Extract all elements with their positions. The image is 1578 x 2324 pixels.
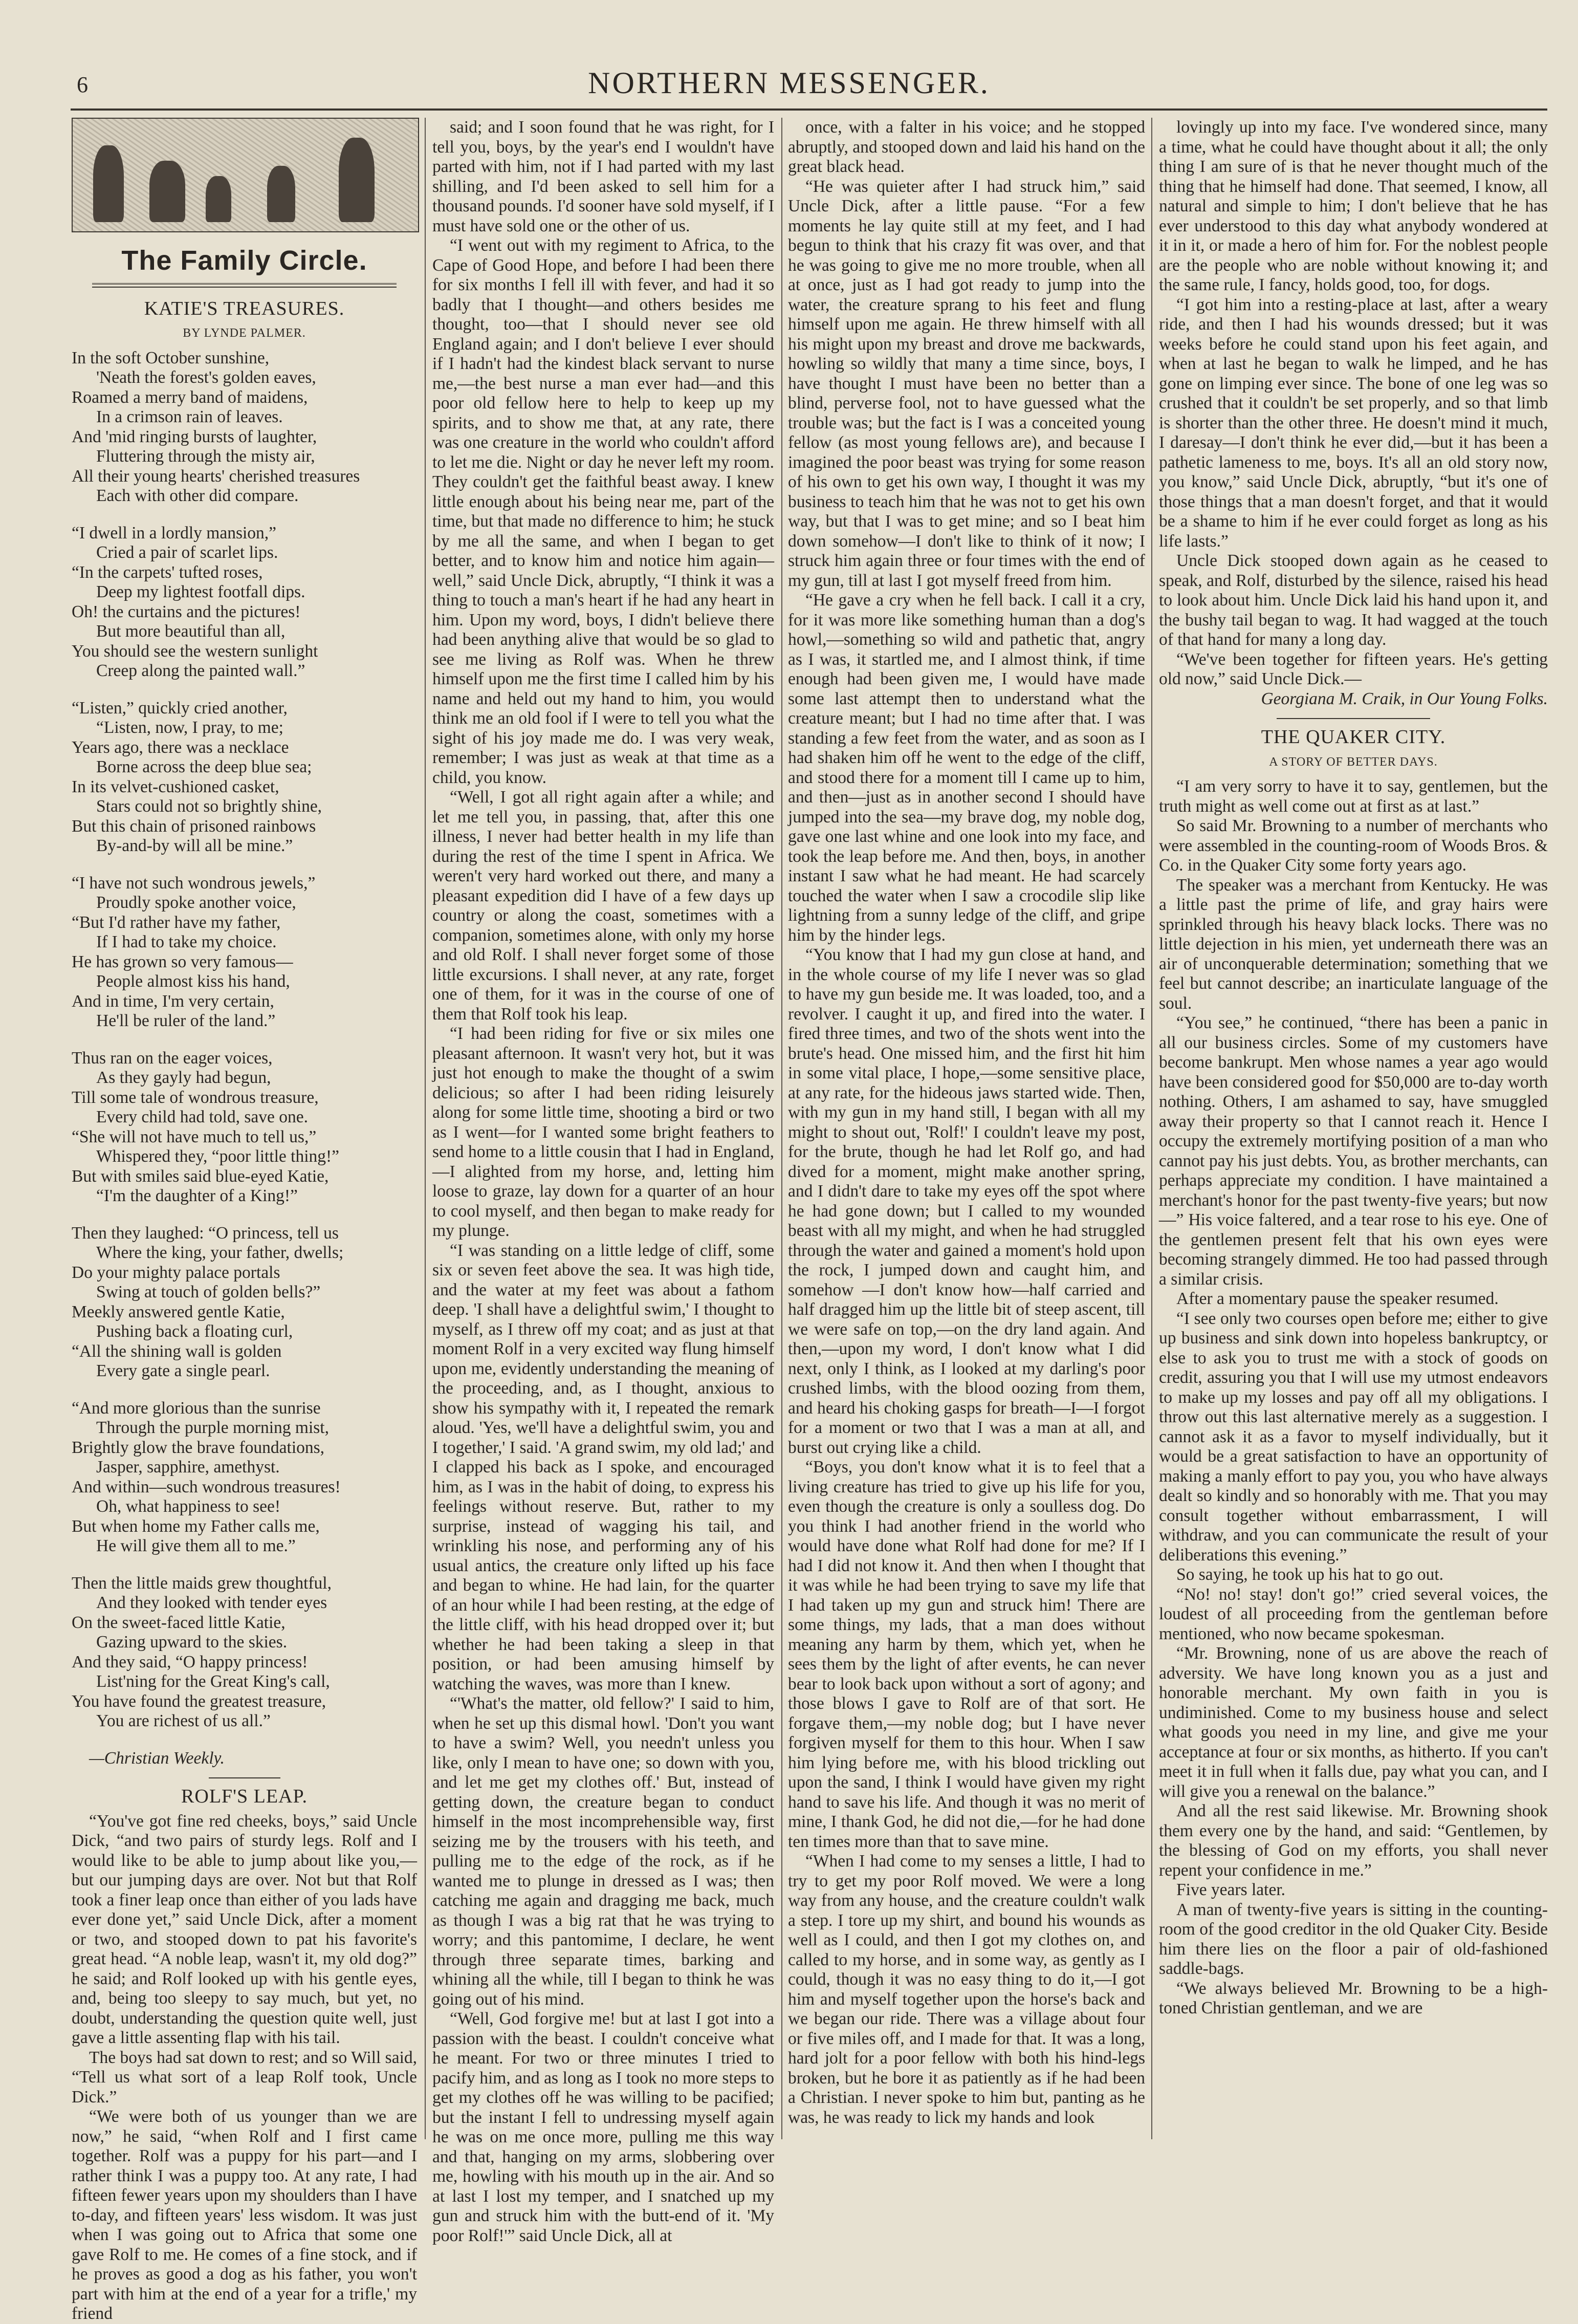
poem-stanza xyxy=(72,1399,417,1556)
paragraph: “We've been together for fifteen years. He's getting old now,” said Uncle Dick.— xyxy=(1159,649,1548,688)
poem-line: You are richest of us all.” xyxy=(96,1711,271,1730)
poem-byline: BY LYNDE PALMER. xyxy=(183,327,306,340)
paragraph: The speaker was a merchant from Kentucky. He was a little past the prime of life, and gray hairs were sprinkled through his heavy black locks. There was no little dejection in his mien, yet underneath there was an air of unconquerable determination; something that we feel but cannot describe; an inarticulate language of the soul. xyxy=(1159,875,1548,1013)
poem-stanza xyxy=(72,1224,417,1381)
poem-line: List'ning for the Great King's call, xyxy=(96,1672,330,1691)
poem-line: “But I'd rather have my father, xyxy=(72,913,281,932)
poem-line: In the soft October sunshine, xyxy=(72,348,270,367)
poem-line: And 'mid ringing bursts of laughter, xyxy=(72,427,317,446)
poem-line: Jasper, sapphire, amethyst. xyxy=(96,1458,280,1476)
paragraph: “No! no! stay! don't go!” cried several voices, the loudest of all proceeding from the gentleman before mentioned, who now became spokesman. xyxy=(1159,1584,1548,1643)
paragraph: So saying, he took up his hat to go out. xyxy=(1176,1565,1444,1584)
poem-line: “Listen, now, I pray, to me; xyxy=(96,718,283,737)
poem-line: He will give them all to me.” xyxy=(96,1536,296,1555)
column-4 xyxy=(1159,118,1548,2134)
poem-line: “She will not have much to tell us,” xyxy=(72,1127,317,1146)
column-divider xyxy=(781,118,782,2139)
poem-line: 'Neath the forest's golden eaves, xyxy=(96,368,316,387)
poem-line: Till some tale of wondrous treasure, xyxy=(72,1088,319,1107)
poem-line: “Listen,” quickly cried another, xyxy=(72,698,288,718)
poem-line: You should see the western sunlight xyxy=(72,641,318,661)
paragraph: “I went out with my regiment to Africa, to the Cape of Good Hope, and before I had been there for six months I fell ill with fever, and had it so badly that I thought—and others besides me thought, too—that I should never see old England again; and I don't believe I ever should if I hadn't had the kindest black servant to nurse me,—the best nurse a man ever had—and this poor old fellow here to help to keep up my spirits, and to show me that, at any rate, there was one creature in the world who couldn't afford to let me die. Night or day he never left my room. They couldn't get the faithful beast away. I knew little enough about his being near me, part of the time, but that made no difference to him; he stuck by me all the same, and when I began to get better, and to know him and notice him again—well,” said Uncle Dick, abruptly, “I think it was a thing to touch a man's heart if he had any heart in him. Upon my word, boys, I didn't believe there had been anything alive that would be so glad to see me living as Rolf was. When he threw himself upon me the first time I called him by his name and held out my hand to him, you would think me an old fool if I were to tell you what the sight of his joy made me do. I was very weak, remember; I was just as weak at that time as a child, you know. xyxy=(432,236,774,787)
paragraph: “You've got fine red cheeks, boys,” said Uncle Dick, “and two pairs of sturdy legs. Rolf and I would like to be able to jump about like you,—but our jumping days are over. Not but that Rolf took a finer leap once than either of you lads have ever done yet,” said Uncle Dick, after a moment or two, and stooped down to pat his favorite's great head. “A noble leap, wasn't it, my old dog?” he said; and Rolf looked up with his gentle eyes, and, being too sleepy to say much, but yet, no doubt, understanding the question quite well, just gave a little assenting flap with his tail. xyxy=(72,1811,417,2047)
poem-line: Swing at touch of golden bells?” xyxy=(96,1283,321,1301)
paragraph: “Boys, you don't know what it is to feel that a living creature has tried to give up his life for you, even though the creature is only a soulless dog. Do you think I had another friend in the world who would have done what Rolf had done for me? If I had I did not know it. And then when I thought that it was while he had been trying to save my life that I had taken up my gun and struck him! There are some things, my lads, that a man does without meaning any harm by them, which yet, when he sees them by the light of after events, he can never bear to look back upon without a sort of agony; and those blows I gave to Rolf are of that sort. He forgave them,—my noble dog; but I have never forgiven myself for them to this hour. When I saw him lying before me, with his blood trickling out upon the sand, I think I would have given my right hand to save his life. And though it was no merit of mine, I thank God, he did not die,—for he had done ten times more than that to save mine. xyxy=(788,1458,1145,1851)
poem-line: Then they laughed: “O princess, tell us xyxy=(72,1223,339,1243)
story-body xyxy=(72,1812,417,2324)
paragraph: “Well, God forgive me! but at last I got into a passion with the beast. I couldn't conceive what he meant. For two or three minutes I tried to pacify him, and as long as I took no more steps to get my clothes off he was willing to be pacified; but the instant I fell to undressing myself again he was on me once more, pulling me this way and that, hanging on my arms, slobbering over me, howling with his mouth up in the air. And so at last I lost my temper, and I snatched up my gun and struck him with the butt-end of it. 'My poor Rolf!'” said Uncle Dick, all at xyxy=(432,2009,774,2245)
poem-line: By-and-by will all be mine.” xyxy=(96,836,293,855)
poem-line: Pushing back a floating curl, xyxy=(96,1322,293,1341)
paragraph: “He was quieter after I had struck him,” said Uncle Dick, after a little pause. “For a few moments he lay quite still at my feet, and I had begun to think that his crazy fit was over, and that he was going to give me no more trouble, when all at once, just as I had got ready to jump into the water, the creature sprang to his feet and flung himself upon me again. He threw himself with all his might upon my breast and drove me backwards, howling so wildly that many a time since, boys, I have thought I must have been no better than a blind, perverse fool, not to have guessed what the trouble was; but the fact is I was a conceited young fellow (as most young fellows are), and because I imagined the poor beast was trying for some reason of his own to get his own way, I thought it was my business to teach him that he was not to get his own way, but that I was to get mine; and so I beat him down somehow—I don't like to think of it now; I struck him again three or four times with the end of my gun, till at last I got myself freed from him. xyxy=(788,177,1145,590)
story-attribution: Georgiana M. Craik, in Our Young Folks. xyxy=(1261,689,1548,708)
paragraph: once, with a falter in his voice; and he stopped abruptly, and stooped down and laid his hand on the great black head. xyxy=(788,118,1145,176)
paragraph: Five years later. xyxy=(1176,1880,1286,1899)
poem-line: Meekly answered gentle Katie, xyxy=(72,1302,285,1321)
story-title-rolfs-leap: ROLF'S LEAP. xyxy=(181,1786,308,1807)
poem-line: People almost kiss his hand, xyxy=(96,972,290,991)
paragraph: “I was standing on a little ledge of cliff, some six or seven feet above the sea. It was high tide, and the water at my feet was about a fathom deep. 'I shall have a delightful swim,' I thought to myself, as I threw off my coat; and as just at that moment Rolf in a very excited way flung himself upon me, evidently understanding the meaning of the proceeding, and, as I thought, anxious to show his sympathy with it, I repeated the remark aloud. 'Yes, we'll have a delightful swim, you and I together,' I said. 'A grand swim, my old lad;' and I clapped his back as I spoke, and encouraged him, as I was in the habit of doing, to express his feelings without reserve. But, rather to my surprise, instead of wagging his tail, and wrinkling his nose, and performing any of his usual antics, the creature only lifted up his face and began to whine. He had lain, for the quarter of an hour while I had been resting, at the edge of the little cliff, with his head dropped over it; but whether he had been taking a sleep in that position, or had been amusing himself by watching the waves, was more than I knew. xyxy=(432,1241,774,1693)
poem-line: Oh, what happiness to see! xyxy=(96,1497,281,1516)
paragraph: A man of twenty-five years is sitting in the counting-room of the good creditor in the old Quaker City. Beside him there lies on the floor a pair of old-fashioned saddle-bags. xyxy=(1159,1900,1548,1978)
poem-line: “I'm the daughter of a King!” xyxy=(96,1186,298,1205)
header-rule xyxy=(71,108,1547,111)
poem-line: “All the shining wall is golden xyxy=(72,1341,282,1361)
column-1 xyxy=(72,118,417,2323)
paragraph: “You see,” he continued, “there has been a panic in all our business circles. Some of my customers have become bankrupt. Men whose names a year ago would have been considered good for $50,000 are to-day worth nothing. Others, I am ashamed to say, have smuggled away their property so that I cannot reach it. Hence I occupy the extremely mortifying position of a man who cannot pay his just debts. You, as brother merchants, can perhaps appreciate my condition. I have maintained a merchant's honor for the past twenty-five years; but now—” His voice faltered, and a tear rose to his eye. One of the gentlemen present felt that his own eyes were becoming strangely dimmed. He too had passed through a similar crisis. xyxy=(1159,1013,1548,1289)
poem-stanza xyxy=(72,699,417,856)
poem-stanza xyxy=(72,349,417,506)
column-divider xyxy=(425,118,426,2139)
poem-line: Then the little maids grew thoughtful, xyxy=(72,1573,332,1593)
poem-line: In a crimson rain of leaves. xyxy=(96,407,283,426)
paragraph: “We always believed Mr. Browning to be a high-toned Christian gentleman, and we are xyxy=(1159,1979,1548,2017)
family-circle-engraving xyxy=(72,118,419,232)
poem-line: Thus ran on the eager voices, xyxy=(72,1048,273,1068)
poem-attribution: —Christian Weekly. xyxy=(89,1748,225,1768)
poem-line: But more beautiful than all, xyxy=(96,622,286,641)
poem-line: And within—such wondrous treasures! xyxy=(72,1477,341,1496)
poem-line: As they gayly had begun, xyxy=(96,1068,271,1087)
article-rule xyxy=(1277,718,1430,719)
paragraph: So said Mr. Browning to a number of merchants who were assembled in the counting-room of Woods Bros. & Co. in the Quaker City some forty years ago. xyxy=(1159,816,1548,875)
poem-line: “I have not such wondrous jewels,” xyxy=(72,873,316,893)
poem-line: But this chain of prisoned rainbows xyxy=(72,816,316,836)
poem-line: Brightly glow the brave foundations, xyxy=(72,1438,325,1457)
column-2 xyxy=(432,118,774,2245)
paragraph: “You know that I had my gun close at hand, and in the whole course of my life I never was so glad to have my gun beside me. It was loaded, too, and a revolver. I caught it up, and fired into the water. I fired three times, and two of the shots went into the brute's head. One missed him, and the first hit him in some vital place, I hope,—some sensitive place, at any rate, for the hideous jaws started wide. Then, with my gun in my hand still, I began with all my might to shout out, 'Rolf!' I couldn't leave my post, for the brute, though he had let Rolf go, and had dived for a moment, might make another spring, and I didn't dare to take my eyes off the spot where he had gone down; but I called to my wounded beast with all my might, and when he had struggled through the water and gained a moment's hold upon the rock, I jumped down and caught him, and somehow —I don't know how—half carried and half dragged him up the little bit of steep ascent, till we were safe on top,—on the dry land again. And then,—upon my word, I don't know what I did next, only I think, as I looked at my darling's poor crushed limbs, with the blood oozing from them, and heard his choking gasps for breath—I—I forgot for a moment or two that I was a man at all, and burst out crying like a child. xyxy=(788,945,1145,1457)
poem-line: Years ago, there was a necklace xyxy=(72,737,289,757)
poem-line: And they said, “O happy princess! xyxy=(72,1652,308,1671)
paragraph: “I am very sorry to have it to say, gentlemen, but the truth might as well come out at first as at last.” xyxy=(1159,777,1548,816)
column-3 xyxy=(788,118,1145,2134)
poem-stanza xyxy=(72,874,417,1031)
poem-line: Every child had told, save one. xyxy=(96,1107,308,1126)
poem-line: “I dwell in a lordly mansion,” xyxy=(72,523,277,542)
paragraph: “I got him into a resting-place at last, after a weary ride, and then I had his wounds dressed; but it was weeks before he could stand upon his feet again, and when at last he began to walk he limped, and he has gone on limping ever since. The bone of one leg was so crushed that it couldn't be set properly, and so that limb is shorter than the other three. He doesn't mind it much, I daresay—I don't think he ever did,—but it has been a pathetic lameness to me, boys. It's all an old story now, you know,” said Uncle Dick, abruptly, “but it's one of those things that a man doesn't forget, and that it would be a shame to him if he ever could forget as long as his life lasts.” xyxy=(1159,295,1548,551)
poem-line: Deep my lightest footfall dips. xyxy=(96,582,305,601)
section-rule xyxy=(92,283,397,288)
poem-line: Gazing upward to the skies. xyxy=(96,1633,288,1652)
paragraph: “When I had come to my senses a little, I had to try to get my poor Rolf moved. We were a long way from any house, and the creature couldn't walk a step. I tore up my shirt, and bound his wounds as well as I could, and then I got my clothes on, and called to my horse, and in some way, as gently as I could, though it was no easy thing to do it,—I got him and myself together upon the horse's back and we began our ride. There was a village about four or five miles off, and I made for that. It was a long, hard jolt for a poor fellow with both his hind-legs broken, but he bore it as patiently as if he had been a Christian. I never spoke to him but, panting as he was, he was ready to lick my hands and look xyxy=(788,1852,1145,2127)
poem-line: He has grown so very famous— xyxy=(72,952,293,971)
poem-line: Oh! the curtains and the pictures! xyxy=(72,602,301,621)
paragraph: said; and I soon found that he was right, for I tell you, boys, by the year's end I wouldn't have parted with him, not if I had parted with my last shilling, and I'd been asked to sell him for a thousand pounds. I'd sooner have sold myself, if I must have sold one or the other of us. xyxy=(432,118,774,235)
poem-line: You have found the greatest treasure, xyxy=(72,1691,326,1711)
poem-line: And in time, I'm very certain, xyxy=(72,991,274,1011)
story-conclusion xyxy=(1159,118,1548,689)
story-title-quaker-city: THE QUAKER CITY. xyxy=(1261,726,1446,748)
paragraph: “Well, I got all right again after a while; and let me tell you, in passing, that, after this one illness, I never had better health in my life than during the rest of the time I spent in Africa. We weren't very hard worked out there, and many a pleasant expedition did I have of a few days up country or along the coast, sometimes with a companion, sometimes alone, with only my horse and old Rolf. I shall never forget some of those little excursions. I shall never, at any rate, forget one of them, for it was in the course of one of them that Rolf took his leap. xyxy=(432,788,774,1024)
story-body-continued xyxy=(788,118,1145,2127)
poem-line: Borne across the deep blue sea; xyxy=(96,757,312,776)
poem-line: On the sweet-faced little Katie, xyxy=(72,1613,286,1632)
poem-line: “And more glorious than the sunrise xyxy=(72,1398,321,1418)
page-number: 6 xyxy=(77,72,88,97)
poem-line: Cried a pair of scarlet lips. xyxy=(96,543,278,562)
poem-line: Each with other did compare. xyxy=(96,486,299,505)
masthead-title: NORTHERN MESSENGER. xyxy=(588,66,990,100)
paragraph: “We were both of us younger than we are now,” he said, “when Rolf and I first came together. Rolf was a puppy for his part—and I rather think I was a puppy too. At any rate, I had fifteen fewer years upon my shoulders than I have to-day, and fifteen years' less wisdom. It was just when I was going out to Africa that some one gave Rolf to me. He comes of a fine stock, and if he proves as good a dog as his father, you won't part with him at the end of a year for a trifle,' my friend xyxy=(72,2107,417,2323)
poem-line: “In the carpets' tufted roses, xyxy=(72,562,263,582)
section-title-family-circle: The Family Circle. xyxy=(121,245,367,276)
paragraph: After a momentary pause the speaker resumed. xyxy=(1176,1289,1499,1308)
poem-line: Proudly spoke another voice, xyxy=(96,893,296,912)
paragraph: “Mr. Browning, none of us are above the reach of adversity. We have long known you as a just and honorable merchant. My own faith in you is undiminished. Come to my business house and select what goods you need in my line, and give me your acceptance at four or six months, as hitherto. If you can't meet it in full when it falls due, pay what you can, and I will give you a renewal on the balance.” xyxy=(1159,1644,1548,1801)
paragraph: lovingly up into my face. I've wondered since, many a time, what he could have thought about it all; the only thing I am sure of is that he never thought much of the thing that he himself had done. That seemed, I know, all natural and simple to him; I don't believe that he has ever understood to this day what anybody wondered at it in it, or made a hero of him for. For the noblest people are the people who are noble without knowing it; and the same rule, I fancy, holds good, too, for dogs. xyxy=(1159,118,1548,294)
paragraph: The boys had sat down to rest; and so Will said, “Tell us what sort of a leap Rolf took, Uncle Dick.” xyxy=(72,2048,417,2106)
poem-stanza xyxy=(72,1049,417,1206)
poem-body xyxy=(72,349,417,1731)
story-body-continued xyxy=(432,118,774,2246)
poem-line: But with smiles said blue-eyed Katie, xyxy=(72,1166,329,1186)
article-rule xyxy=(209,1777,280,1778)
poem-line: And they looked with tender eyes xyxy=(96,1593,327,1612)
poem-stanza xyxy=(72,524,417,681)
story-subtitle: A STORY OF BETTER DAYS. xyxy=(1269,755,1438,769)
poem-line: Roamed a merry band of maidens, xyxy=(72,387,308,407)
paragraph: “I had been riding for five or six miles one pleasant afternoon. It wasn't very hot, but it was just hot enough to make the thought of a swim delicious; so after I had been riding leisurely along for some little time, shooting a bird or two as I went—for I wanted some bright feathers to send home to a little cousin that I had in England,—I alighted from my horse, and, letting him loose to graze, lay down for a quarter of an hour to cool myself, and then began to make ready for my plunge. xyxy=(432,1024,774,1240)
poem-line: Creep along the painted wall.” xyxy=(96,661,305,680)
paragraph: “'What's the matter, old fellow?' I said to him, when he set up this dismal howl. 'Don't you want to have a swim? Well, you needn't unless you like, only I mean to have one; so down with you, and let me get my clothes off.' But, instead of getting down, the creature began to conduct himself in the most incomprehensible way, first seizing me by the trousers with his teeth, and pulling me to the edge of the rock, as if he wanted me to plunge in dressed as I was; then catching me again and dragging me back, much as though I was a big rat that he was trying to worry; and this pantomime, I declare, he went through three separate times, barking and whining all the while, till I began to think he was going out of his mind. xyxy=(432,1694,774,2009)
paragraph: “I see only two courses open before me; either to give up business and sink down into hopeless bankruptcy, or else to ask you to trust me with a stock of goods on credit, assuring you that I will use my utmost endeavors to make up my losses and pay off all my obligations. I throw out this last alternative merely as a suggestion. I cannot ask it as a favor to myself individually, but it would be a great satisfaction to have an opportunity of making a manly effort to pay you, you who have always dealt so kindly and so honorably with me. That you may consult together without embarrassment, I will withdraw, and you can communicate the result of your deliberations this evening.” xyxy=(1159,1309,1548,1565)
poem-line: Where the king, your father, dwells; xyxy=(96,1243,344,1262)
paragraph: And all the rest said likewise. Mr. Browning shook them every one by the hand, and said: “Gentlemen, by the blessing of God on my efforts, you shall never repent your confidence in me.” xyxy=(1159,1801,1548,1880)
poem-line: Through the purple morning mist, xyxy=(96,1418,329,1437)
poem-line: Whispered they, “poor little thing!” xyxy=(96,1147,340,1166)
paragraph: “He gave a cry when he fell back. I call it a cry, for it was more like something human than a dog's howl,—something so wild and pathetic that, angry as I was, it startled me, and I almost think, if time enough had been given me, I would have made some last attempt then to understand what the creature meant; but I had no time after that. I was standing a few feet from the water, and as soon as I had shaken him off he went to the edge of the cliff, and stood there for a moment till I came up to him, and then—just as in another second I should have jumped into the sea—my brave dog, my noble dog, gave one last whine and one look into my face, and took the leap before me. And then, boys, in another instant I saw what he had meant. He had scarcely touched the water when I saw a crocodile slip like lightning from a sunny ledge of the cliff, and gripe him by the hinder legs. xyxy=(788,591,1145,945)
poem-line: Do your mighty palace portals xyxy=(72,1263,280,1282)
poem-stanza xyxy=(72,1574,417,1731)
poem-line: If I had to take my choice. xyxy=(96,932,277,951)
poem-line: He'll be ruler of the land.” xyxy=(96,1011,276,1030)
poem-line: In its velvet-cushioned casket, xyxy=(72,777,279,796)
poem-line: Stars could not so brightly shine, xyxy=(96,797,322,816)
poem-line: Fluttering through the misty air, xyxy=(96,447,315,466)
story-body xyxy=(1159,777,1548,2018)
poem-line: All their young hearts' cherished treasures xyxy=(72,466,360,486)
column-divider xyxy=(1151,118,1152,2139)
poem-line: But when home my Father calls me, xyxy=(72,1516,320,1536)
poem-line: Every gate a single pearl. xyxy=(96,1361,270,1380)
paragraph: Uncle Dick stooped down again as he ceased to speak, and Rolf, disturbed by the silence, raised his head to look about him. Uncle Dick laid his hand upon it, and the bushy tail began to wag. It had wagged at the touch of that hand for many a long day. xyxy=(1159,551,1548,649)
poem-title: KATIE'S TREASURES. xyxy=(144,297,345,319)
